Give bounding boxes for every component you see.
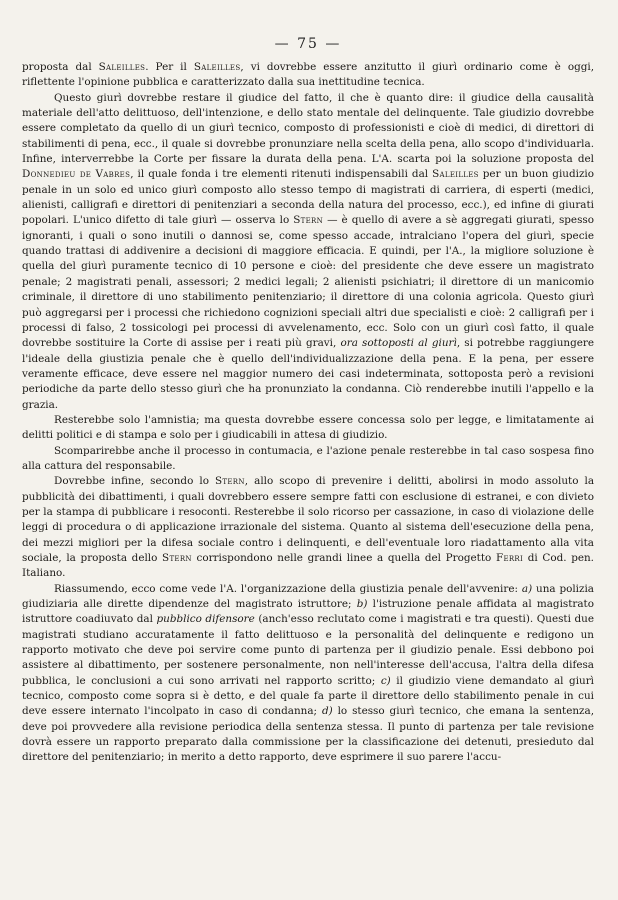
author-name: Stern [215,475,245,488]
author-name: Stern [162,552,192,564]
author-name: Saleilles [432,168,479,181]
paragraph-p1 [22,60,594,91]
text-run: — è quello di avere a sè aggregati giurati, spesso ignoranti, i quali o sono inutili o dannosi se, come spesso accade, intralciano l'opera del giurì, specie quando trattasi di addivenire a decisioni di maggiore efficacia. E quindi, per l'A., la migliore soluzione è quella del giurì puramente tecnico di 10 persone e cioè: del presidente che deve essere un magistrato penale; 2 magistrati penali, assessori; 2 medici legali; 2 alienisti psichiatri; il direttore di un manicomio criminale, il direttore di uno stabilimento penitenziario; il direttore di una colonia agricola. Questo giurì può aggregarsi per i processi che richiedono cognizioni speciali altri due specialisti e cioè: 2 calligrafi per i processi di falso, 2 tossicologi pei processi di avvelenamento, ecc. Solo con un giurì così fatto, il quale dovrebbe sostituire la Corte di assise per i reati più gravi, [22,214,594,350]
text-run: l'istruzione penale affidata al magistrato istruttore coadiuvato dal [22,598,594,626]
author-name: Ferri [495,552,524,564]
page-number: — 75 — [274,36,342,52]
text-run: , allo scopo di prevenire i delitti, abolirsi in modo assoluto la pubblicità dei dibattimenti, i quali dovrebbero essere sempre fatti con esclusione di estranei, e con divieto per la stampa di pubblicare i resoconti. Resterebbe il solo ricorso per cassazione, in caso di violazione delle leggi di procedura o di applicazione irrazionale del sistema. Quanto al sistema dell'esecuzione della pena, dei mezzi migliori per la difesa sociale contro i delinquenti, e dell'eventuale loro riadattamento alla vita sociale, la proposta dello [22,475,595,564]
text-run: una polizia giudiziaria alle dirette dipendenze del magistrato istruttore; [22,582,594,611]
text-run: Dovrebbe infine, secondo lo [54,475,215,488]
document-page [22,36,594,766]
emphasis-text: b) [356,598,368,611]
author-name: Saleilles [193,61,241,73]
paragraph-p3 [22,413,594,444]
text-run: , si potrebbe raggiungere l'ideale della giustizia penale che è quello dell'individualizzazione della pena. E la pena, per essere veramente efficace, deve essere nel maggior numero dei casi indeterminata, sottoposta però a revisioni periodiche da parte dello stesso giurì che ha pronunziato la condanna. Ciò renderebbe inutili l'appello e la grazia. [22,337,595,411]
emphasis-text: c) [380,674,391,687]
paragraph-p5 [22,474,594,581]
text-run: il giudizio viene demandato al giurì tecnico, composto come sopra si è detto, e del quale fa parte il direttore dello stabilimento penale in cui deve essere internato l'incolpato in caso di condanna; [22,674,594,718]
author-name: Donnedieu de Vabres [22,168,131,181]
emphasis-text: pubblico difensore [156,613,255,626]
emphasis-text: ora sottoposti al giurì [340,337,457,350]
text-body [22,60,594,766]
emphasis-text: a) [521,582,533,595]
text-run: proposta dal [22,61,99,73]
text-run: di Cod. pen. Italiano. [22,552,594,580]
text-run: Questo giurì dovrebbe restare il giudice del fatto, il che è quanto dire: il giudice della causalità materiale dell'atto delittuoso, dell'intenzione, e dello stato mentale del delinquente. Tale giudizio dovrebbe essere completato da quello di un giurì tecnico, composto di professionisti e cioè di medici, di direttori di stabilimenti di pena, ecc., il quale si dovrebbe pronunziare nella scelta della pena, allo scopo d'individuarla. Infine, interverrebbe la Corte per fissare la durata della pena. L'A. scarta poi la soluzione proposta del [22,91,594,166]
emphasis-text: d) [321,705,333,718]
text-run: , il quale fonda i tre elementi ritenuti indispensabili dal [130,168,433,181]
paragraph-p2 [22,91,594,413]
text-run: Resterebbe solo l'amnistia; ma questa dovrebbe essere concessa solo per legge, e limitatamente ai delitti politici e di stampa e solo per i giudicabili in attesa di giudizio. [22,413,594,442]
text-run: , vi dovrebbe essere anzitutto il giurì ordinario come è oggi, riflettente l'opinione pubblica e caratterizzato dalla sua inettitudine tecnica. [22,61,595,89]
paragraph-p4 [22,444,594,475]
text-run: Scomparirebbe anche il processo in contumacia, e l'azione penale resterebbe in tal caso sospesa fino alla cattura del responsabile. [22,444,594,472]
text-run: (anch'esso reclutato come i magistrati e tra questi). Questi due magistrati studiano accuratamente il fatto delittuoso e la personalità del delinquente e redigono un rapporto motivato che deve poi servire come punto di partenza per il giudizio penale. Essi debbono poi assistere al dibattimento, per sostenere personalmente, non nell'interesse dell'accusa, l'altra della difesa pubblica, le conclusioni a cui sono arrivati nel rapporto scritto; [22,613,594,687]
text-run: Riassumendo, ecco come vede l'A. l'organizzazione della giustizia penale dell'avvenire: [54,582,522,595]
text-run: lo stesso giurì tecnico, che emana la sentenza, deve poi provvedere alla revisione periodica della sentenza stessa. Il punto di partenza per tale revisione dovrà essere un rapporto preparato dalla commissione per la classificazione dei detenuti, presieduto dal direttore del penitenziario; in merito a detto rapporto, deve esprimere il suo parere l'accu- [22,705,595,764]
author-name: Stern [293,214,324,227]
text-run: per un buon giudizio penale in un solo ed unico giurì composto allo stesso tempo di magistrati di carriera, di esperti (medici, alienisti, calligrafi e direttori di penitenziari a seconda della natura del processo, ecc.), ed infine di giurati popolari. L'unico difetto di tale giurì — osserva lo [22,168,595,227]
text-run: . Per il [145,61,194,73]
author-name: Saleilles [98,61,146,73]
text-run: corrispondono nelle grandi linee a quella del Progetto [191,552,496,564]
paragraph-p6 [22,582,594,766]
